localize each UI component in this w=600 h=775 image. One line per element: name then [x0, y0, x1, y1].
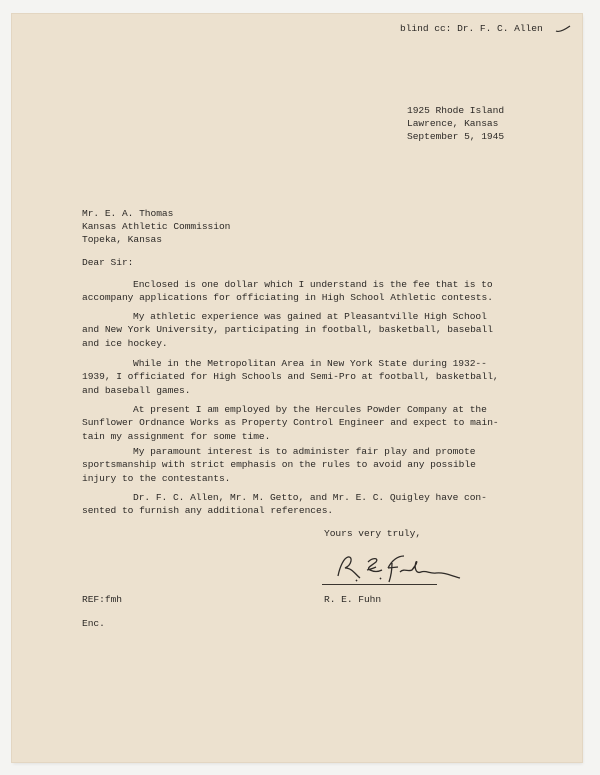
handwritten-signature — [318, 548, 468, 588]
paragraph-line: tain my assignment for some time. — [82, 430, 271, 442]
signer-name: R. E. Fuhn — [324, 594, 382, 605]
salutation: Dear Sir: — [82, 257, 134, 268]
paragraph-line: My paramount interest is to administer fair play and promote — [133, 446, 476, 457]
address-line: 1925 Rhode Island — [407, 105, 505, 116]
paragraph-line: My athletic experience was gained at Pleasantville High School — [133, 311, 487, 322]
signature-line — [322, 584, 437, 585]
enclosure-note: Enc. — [82, 618, 105, 629]
complimentary-closing: Yours very truly, — [324, 528, 422, 539]
blind-cc-note: blind cc: Dr. F. C. Allen — [400, 23, 543, 34]
body-paragraph — [82, 445, 476, 485]
checkmark-icon — [555, 24, 571, 34]
body-paragraph — [82, 278, 493, 305]
paragraph-line: Dr. F. C. Allen, Mr. M. Getto, and Mr. E. C. Quigley have con- — [133, 492, 487, 503]
typist-initials: REF:fmh — [82, 594, 122, 605]
recipient-org: Kansas Athletic Commission — [82, 221, 231, 232]
letter-date: September 5, 1945 — [407, 131, 505, 142]
paragraph-line: Enclosed is one dollar which I understand is the fee that is to — [133, 279, 493, 290]
body-paragraph — [82, 491, 487, 518]
paragraph-line: 1939, I officiated for High Schools and Semi-Pro at football, basketball, — [82, 371, 499, 383]
paragraph-line: injury to the contestants. — [82, 472, 231, 484]
paragraph-line: and New York University, participating in football, basketball, baseball — [82, 324, 493, 336]
body-paragraph — [82, 357, 499, 397]
body-paragraph — [82, 310, 493, 350]
recipient-city: Topeka, Kansas — [82, 234, 162, 245]
recipient-name: Mr. E. A. Thomas — [82, 208, 174, 219]
body-paragraph — [82, 403, 499, 443]
address-line: Lawrence, Kansas — [407, 118, 499, 129]
paragraph-line: and ice hockey. — [82, 337, 168, 349]
paragraph-line: sented to furnish any additional references. — [82, 505, 334, 517]
paragraph-line: accompany applications for officiating in High School Athletic contests. — [82, 292, 493, 304]
paragraph-line: and baseball games. — [82, 384, 191, 396]
paragraph-line: sportsmanship with strict emphasis on the rules to avoid any possible — [82, 459, 476, 471]
paragraph-line: While in the Metropolitan Area in New York State during 1932-- — [133, 358, 487, 369]
paragraph-line: Sunflower Ordnance Works as Property Control Engineer and expect to main- — [82, 417, 499, 429]
paragraph-line: At present I am employed by the Hercules Powder Company at the — [133, 404, 487, 415]
